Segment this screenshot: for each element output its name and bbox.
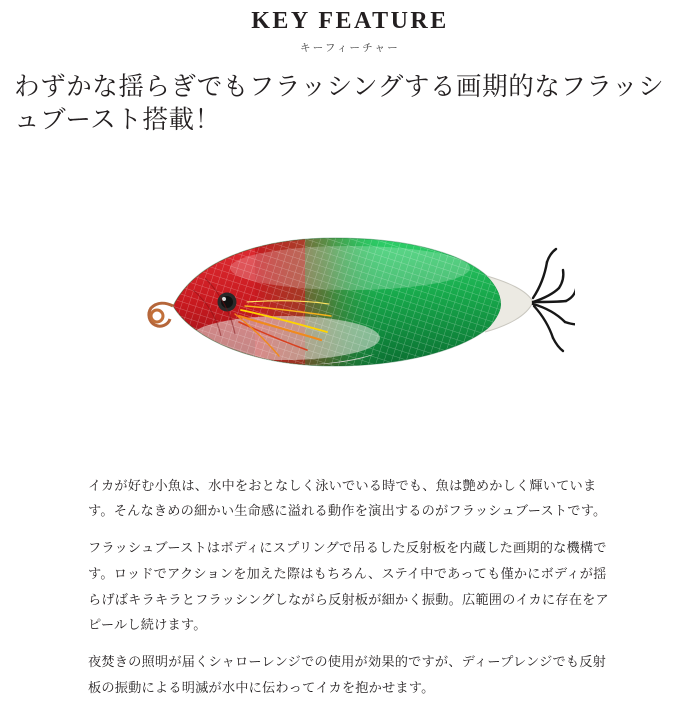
line-eye-ring — [149, 303, 173, 326]
body-copy — [0, 473, 700, 701]
body-paragraph: 夜焚きの照明が届くシャローレンジでの使用が効果的ですが、ディープレンジでも反射板の振動による明滅が水中に伝わってイカを抱かせます。 — [88, 654, 607, 695]
hook-crown — [533, 249, 575, 351]
lead-copy: わずかな揺らぎでもフラッシングする画期的なフラッシュブースト搭載！ — [14, 72, 665, 135]
page-subtitle: キーフィーチャー — [300, 42, 400, 55]
page-title: KEY FEATURE — [251, 8, 449, 34]
body-paragraph: イカが好む小魚は、水中をおとなしく泳いでいる時でも、魚は艶めかしく輝いています。そんなきめの細かい生命感に溢れる動作を演出するのがフラッシュブーストです。 — [88, 477, 607, 519]
squid-jig-lure-photo — [135, 198, 575, 398]
lure-illustration — [135, 198, 575, 398]
product-figure — [0, 143, 700, 473]
body-paragraph: フラッシュブーストはボディにスプリングで吊るした反射板を内蔵した画期的な機構です。ロッドでアクションを加えた際はもちろん、ステイ中であっても僅かにボディが揺らげばキラキラとフラッシングしながら反射板が細かく振動。広範囲のイカに存在をアピールし続けます。 — [88, 540, 609, 633]
page-header — [0, 0, 700, 55]
